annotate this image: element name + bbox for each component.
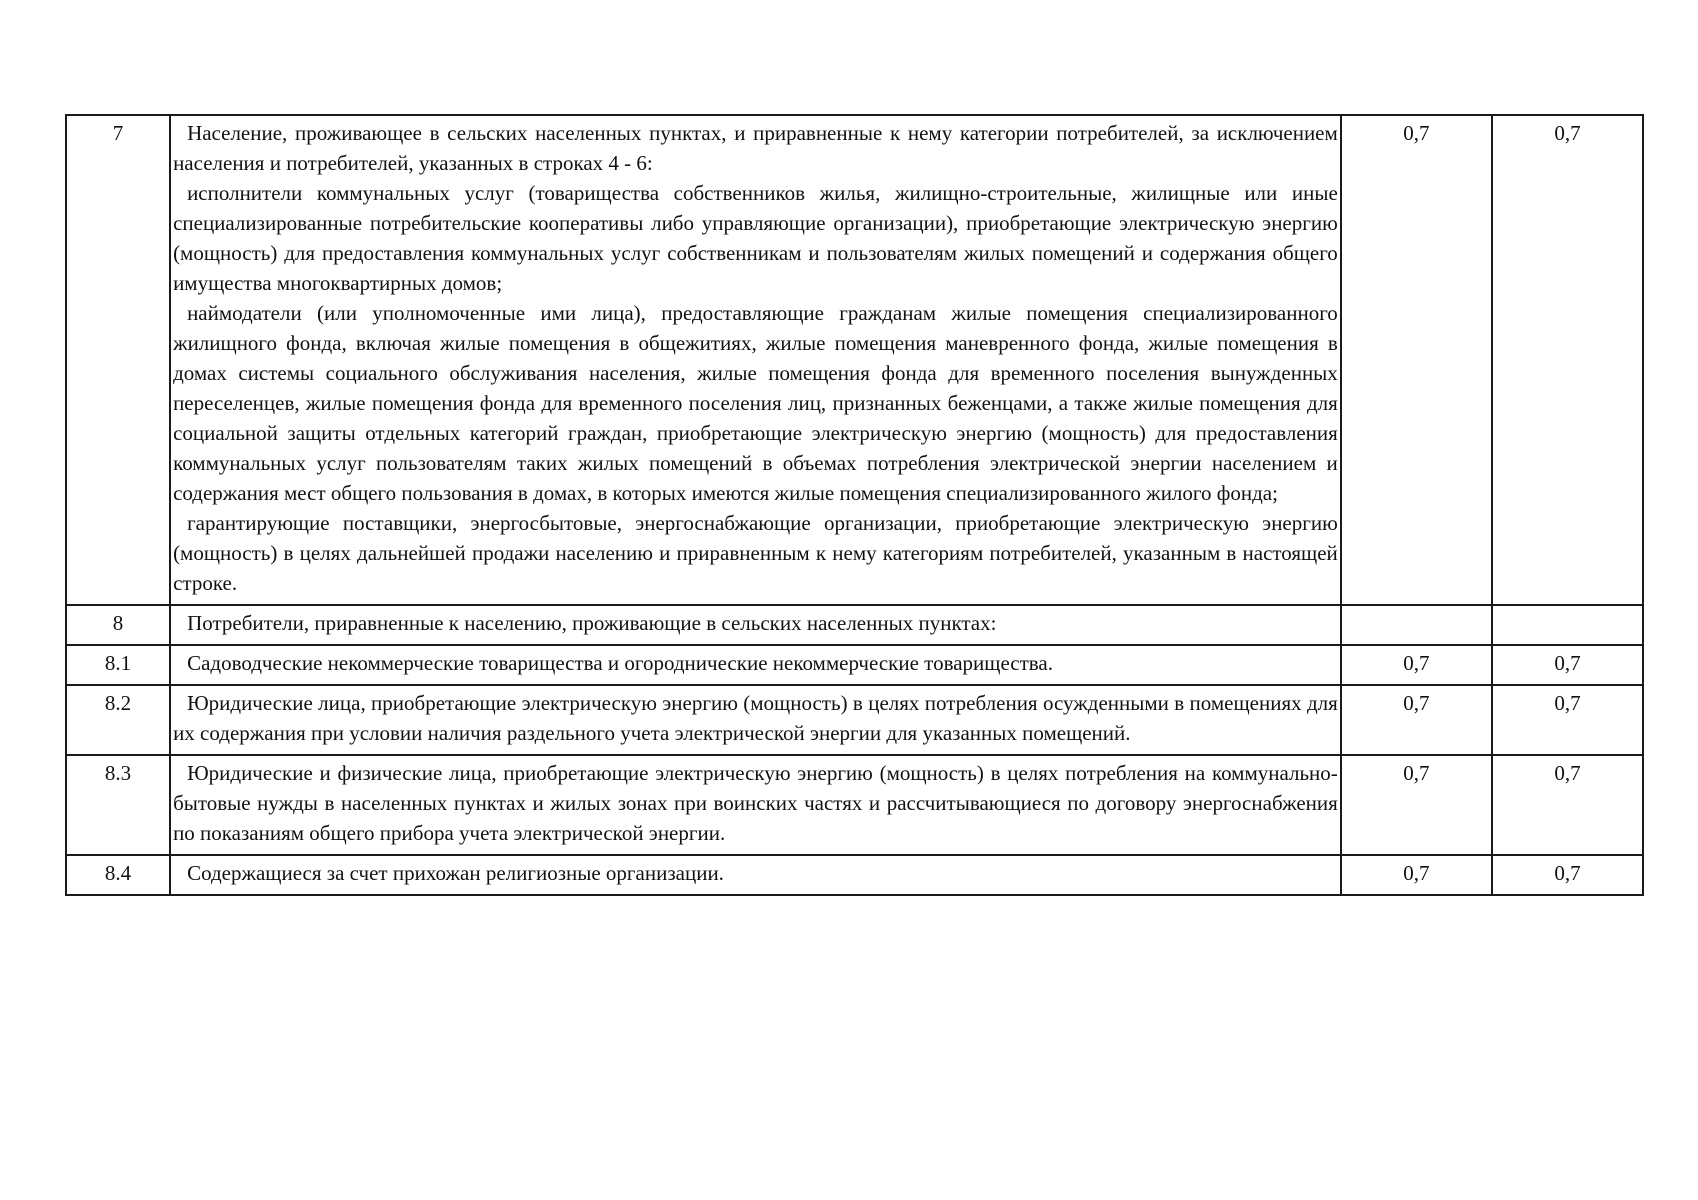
row-number: 8.4 [66,855,170,895]
description-paragraph: Потребители, приравненные к населению, проживающие в сельских населенных пунктах: [187,611,997,635]
row-value-2: 0,7 [1492,685,1643,755]
row-description [170,605,1341,645]
row-value-1: 0,7 [1341,685,1492,755]
description-paragraph: Население, проживающее в сельских населенных пунктах, и приравненные к нему категории потребителей, за исключением населения и потребителей, указанных в строках 4 - 6: [173,121,1338,175]
row-number: 8 [66,605,170,645]
row-description [170,115,1341,605]
row-value-2: 0,7 [1492,115,1643,605]
row-value-2: 0,7 [1492,645,1643,685]
table-row-7 [66,115,1643,605]
description-paragraph: исполнители коммунальных услуг (товарищества собственников жилья, жилищно-строительные, жилищные или иные специализированные потребительские кооперативы либо управляющие организации), приобретающие электрическую энергию (мощность) для предоставления коммунальных услуг собственникам и пользователям жилых помещений и содержания общего имущества многоквартирных домов; [173,181,1338,295]
tariff-table [65,114,1644,896]
row-number: 8.1 [66,645,170,685]
row-value-1: 0,7 [1341,855,1492,895]
table-row-8 [66,605,1643,645]
row-number: 8.3 [66,755,170,855]
row-value-1 [1341,605,1492,645]
row-number: 7 [66,115,170,605]
description-paragraph: Садоводческие некоммерческие товарищества и огороднические некоммерческие товарищества. [187,651,1053,675]
row-description [170,755,1341,855]
table-row-8-4 [66,855,1643,895]
description-paragraph: гарантирующие поставщики, энергосбытовые, энергоснабжающие организации, приобретающие электрическую энергию (мощность) в целях дальнейшей продажи населению и приравненным к нему категориям потребителей, указанным в настоящей строке. [173,511,1338,595]
row-value-1: 0,7 [1341,645,1492,685]
row-number: 8.2 [66,685,170,755]
row-value-2: 0,7 [1492,855,1643,895]
description-paragraph: Юридические и физические лица, приобретающие электрическую энергию (мощность) в целях потребления на коммунально-бытовые нужды в населенных пунктах и жилых зонах при воинских частях и рассчитывающиеся по договору энергоснабжения по показаниям общего прибора учета электрической энергии. [173,761,1338,845]
row-value-2: 0,7 [1492,755,1643,855]
row-description [170,855,1341,895]
description-paragraph: Содержащиеся за счет прихожан религиозные организации. [187,861,724,885]
row-value-2 [1492,605,1643,645]
description-paragraph: Юридические лица, приобретающие электрическую энергию (мощность) в целях потребления осужденными в помещениях для их содержания при условии наличия раздельного учета электрической энергии для указанных помещений. [173,691,1338,745]
table-row-8-3 [66,755,1643,855]
table-row-8-1 [66,645,1643,685]
row-description [170,685,1341,755]
table-row-8-2 [66,685,1643,755]
row-value-1: 0,7 [1341,115,1492,605]
description-paragraph: наймодатели (или уполномоченные ими лица), предоставляющие гражданам жилые помещения специализированного жилищного фонда, включая жилые помещения в общежитиях, жилые помещения маневренного фонда, жилые помещения в домах системы социального обслуживания населения, жилые помещения фонда для временного поселения вынужденных переселенцев, жилые помещения фонда для временного поселения лиц, признанных беженцами, а также жилые помещения для социальной защиты отдельных категорий граждан, приобретающие электрическую энергию (мощность) для предоставления коммунальных услуг пользователям таких жилых помещений в объемах потребления электрической энергии населением и содержания мест общего пользования в домах, в которых имеются жилые помещения специализированного жилого фонда; [173,301,1338,505]
row-value-1: 0,7 [1341,755,1492,855]
row-description [170,645,1341,685]
